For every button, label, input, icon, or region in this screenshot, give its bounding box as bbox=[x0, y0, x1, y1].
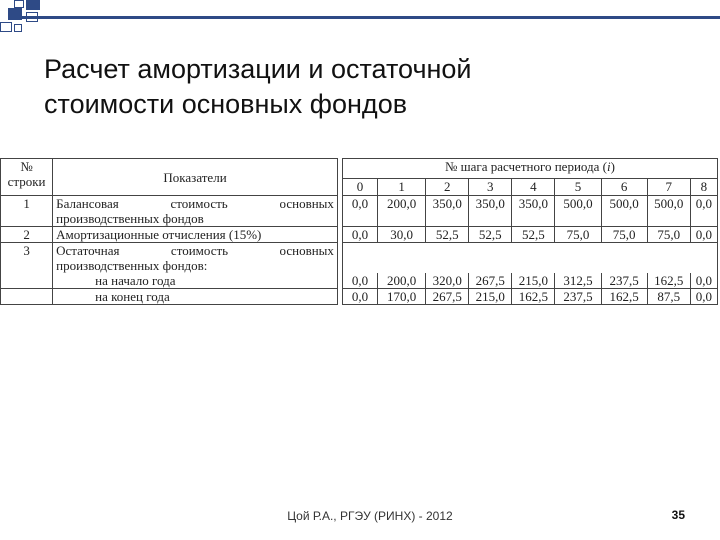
row-label-part: стоимость bbox=[170, 196, 228, 211]
step-header: 0 bbox=[342, 179, 377, 196]
table-cell: 500,0 bbox=[601, 196, 647, 227]
table-cell: 320,0 bbox=[426, 273, 469, 289]
table-cell: 350,0 bbox=[426, 196, 469, 227]
step-header: 7 bbox=[647, 179, 690, 196]
row-label-part: Балансовая bbox=[56, 196, 119, 211]
row-label-part: основных bbox=[279, 196, 334, 211]
slide-title bbox=[44, 52, 684, 122]
step-header: 1 bbox=[378, 179, 426, 196]
step-header: 2 bbox=[426, 179, 469, 196]
table-cell: 75,0 bbox=[555, 227, 601, 243]
table-row bbox=[1, 227, 718, 243]
table-cell: 162,5 bbox=[647, 273, 690, 289]
step-header: 3 bbox=[469, 179, 512, 196]
row-label-part: производственных фондов: bbox=[56, 258, 208, 273]
table-cell: 30,0 bbox=[378, 227, 426, 243]
row-number: 3 bbox=[1, 243, 53, 289]
row-number: 2 bbox=[1, 227, 53, 243]
page-number: 35 bbox=[671, 508, 685, 522]
header-row-number bbox=[1, 159, 53, 196]
header-indicators: Показатели bbox=[53, 159, 338, 196]
step-header: 6 bbox=[601, 179, 647, 196]
table-row bbox=[1, 273, 718, 289]
header-num-label: строки bbox=[7, 174, 46, 189]
deco-square bbox=[0, 22, 12, 32]
table-cell: 215,0 bbox=[512, 273, 555, 289]
row-label-part: основных bbox=[279, 243, 334, 258]
table-cell: 52,5 bbox=[512, 227, 555, 243]
table-cell: 237,5 bbox=[601, 273, 647, 289]
table-cell: 87,5 bbox=[647, 289, 690, 305]
table-cell: 52,5 bbox=[426, 227, 469, 243]
row-label bbox=[53, 243, 338, 274]
table-cell: 162,5 bbox=[512, 289, 555, 305]
table-row bbox=[1, 289, 718, 305]
title-line-2: стоимости основных фондов bbox=[44, 89, 408, 119]
table-cell: 215,0 bbox=[469, 289, 512, 305]
table-cell-empty bbox=[342, 243, 717, 274]
footer-author: Цой Р.А., РГЭУ (РИНХ) - 2012 bbox=[287, 509, 453, 523]
row-label-part: Остаточная bbox=[56, 243, 120, 258]
header-period-close: ) bbox=[610, 159, 615, 174]
table-cell: 52,5 bbox=[469, 227, 512, 243]
row-label: Амортизационные отчисления (15%) bbox=[53, 227, 338, 243]
row-label-part: стоимость bbox=[170, 243, 229, 258]
deco-square bbox=[8, 8, 22, 20]
table-cell: 200,0 bbox=[378, 273, 426, 289]
depreciation-table bbox=[0, 158, 720, 305]
header-rule bbox=[22, 16, 720, 19]
step-header: 5 bbox=[555, 179, 601, 196]
table-cell: 200,0 bbox=[378, 196, 426, 227]
table-cell: 0,0 bbox=[690, 196, 717, 227]
row-sublabel: на конец года bbox=[53, 289, 338, 305]
table-row bbox=[1, 243, 718, 274]
header-period-variable: i bbox=[607, 159, 611, 174]
row-label-part: производственных фондов bbox=[56, 211, 204, 226]
table-cell: 0,0 bbox=[342, 289, 377, 305]
table-cell: 237,5 bbox=[555, 289, 601, 305]
table-cell: 0,0 bbox=[342, 196, 377, 227]
table-cell: 350,0 bbox=[469, 196, 512, 227]
table-cell: 0,0 bbox=[342, 273, 377, 289]
table-cell: 500,0 bbox=[647, 196, 690, 227]
header-period-label: № шага расчетного периода ( bbox=[444, 159, 607, 174]
table-cell: 0,0 bbox=[342, 227, 377, 243]
table-cell: 0,0 bbox=[690, 289, 717, 305]
title-line-1: Расчет амортизации и остаточной bbox=[44, 54, 472, 84]
row-sublabel: на начало года bbox=[53, 273, 338, 289]
row-number-empty bbox=[1, 289, 53, 305]
table-cell: 170,0 bbox=[378, 289, 426, 305]
deco-square bbox=[26, 0, 40, 10]
table-cell: 0,0 bbox=[690, 227, 717, 243]
deco-square bbox=[14, 24, 22, 32]
row-number: 1 bbox=[1, 196, 53, 227]
header-num-symbol: № bbox=[20, 159, 33, 174]
table-cell: 162,5 bbox=[601, 289, 647, 305]
table-cell: 75,0 bbox=[647, 227, 690, 243]
row-label bbox=[53, 196, 338, 227]
table-cell: 0,0 bbox=[690, 273, 717, 289]
table-cell: 500,0 bbox=[555, 196, 601, 227]
step-header: 4 bbox=[512, 179, 555, 196]
table-cell: 350,0 bbox=[512, 196, 555, 227]
table-cell: 267,5 bbox=[426, 289, 469, 305]
header-period bbox=[342, 159, 717, 179]
table-cell: 312,5 bbox=[555, 273, 601, 289]
table-cell: 75,0 bbox=[601, 227, 647, 243]
deco-square bbox=[14, 0, 24, 8]
table-row bbox=[1, 196, 718, 227]
step-header: 8 bbox=[690, 179, 717, 196]
table-cell: 267,5 bbox=[469, 273, 512, 289]
